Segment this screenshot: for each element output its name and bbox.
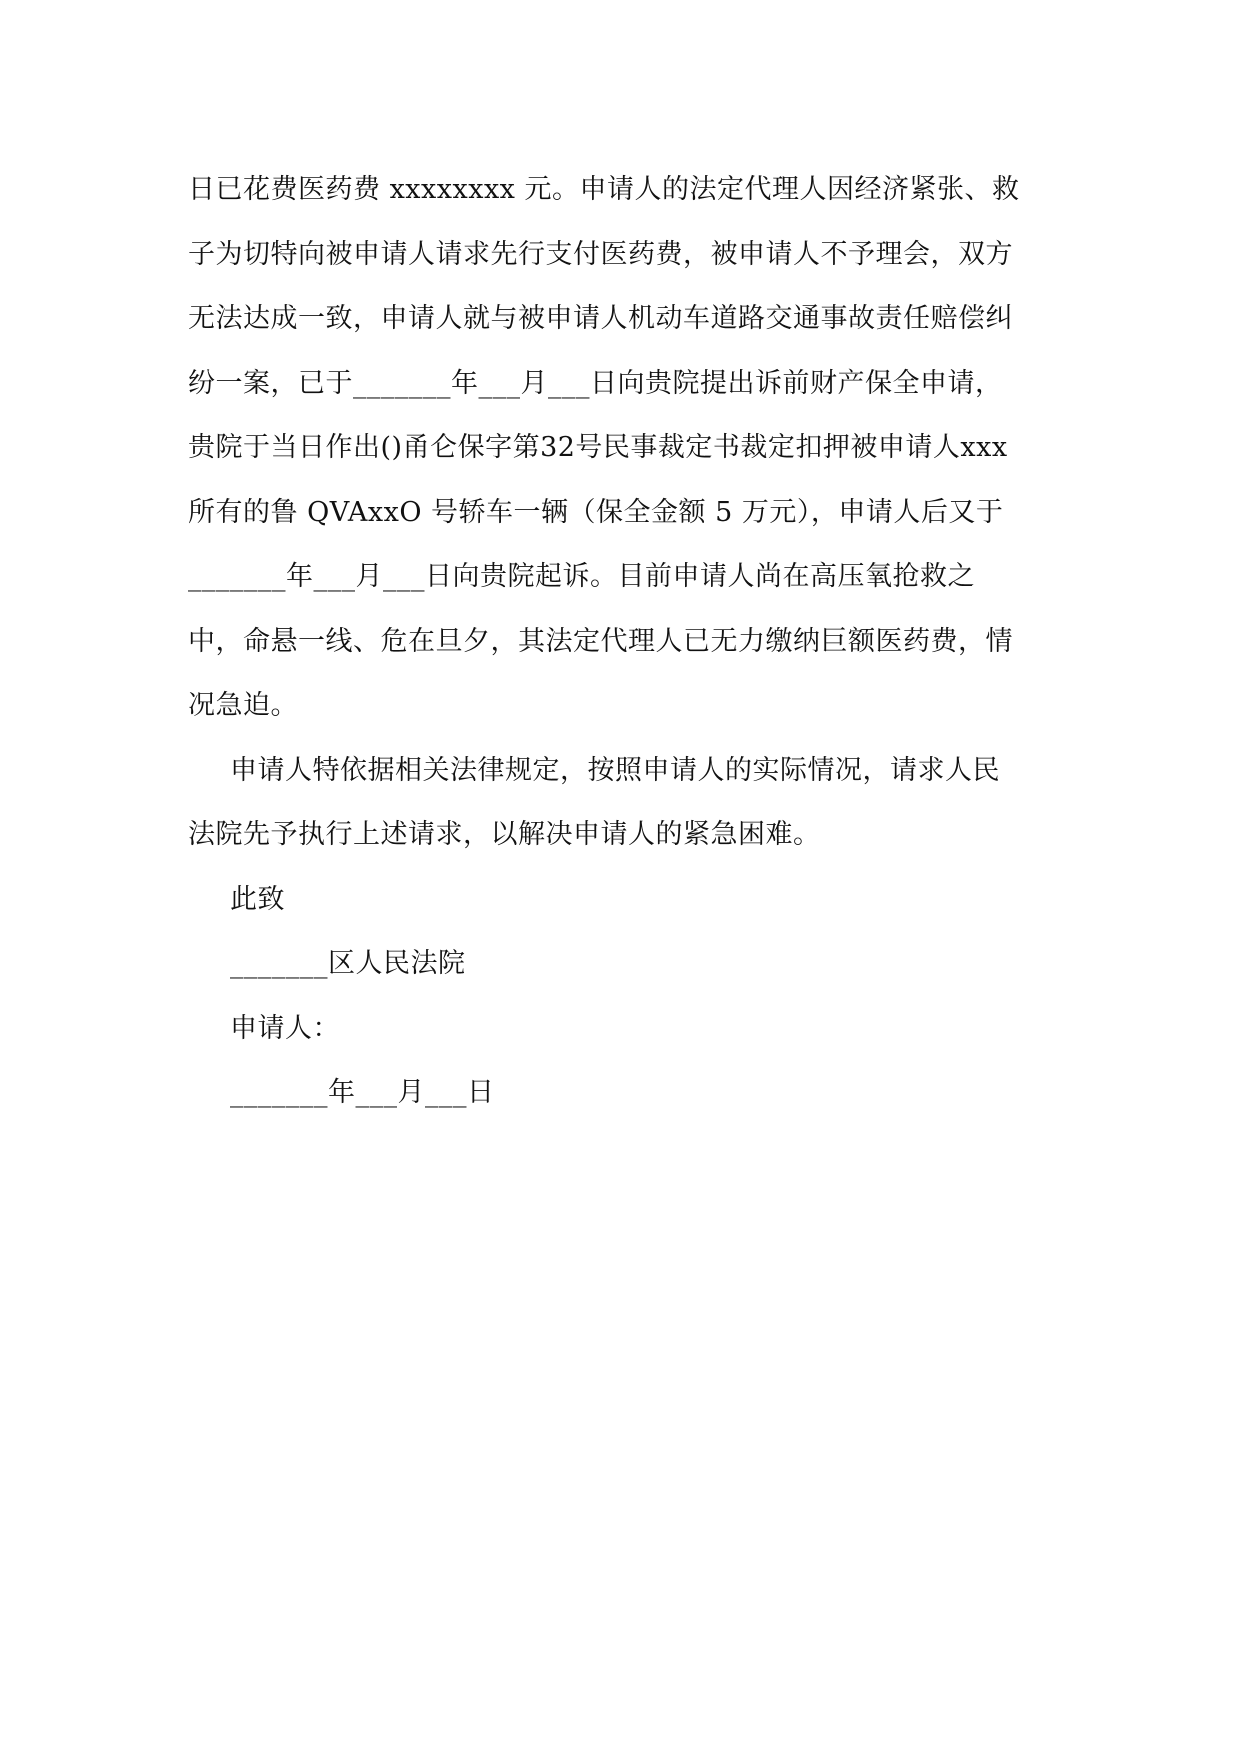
paragraph-line: 所有的鲁 QVAxxO 号轿车一辆（保全金额 5 万元），申请人后又于 — [188, 496, 1004, 528]
paragraph-line: 况急迫。 — [188, 690, 298, 721]
paragraph-line: 子为切特向被申请人请求先行支付医药费，被申请人不予理会，双方 — [188, 238, 1013, 270]
paragraph-line: 申请人特依据相关法律规定，按照申请人的实际情况，请求人民 — [230, 754, 1000, 786]
paragraph-line: 无法达成一致，申请人就与被申请人机动车道路交通事故责任赔偿纠 — [188, 303, 1013, 334]
document-body — [188, 158, 1058, 1126]
paragraph-line: 纷一案，已于_______年___月___日向贵院提出诉前财产保全申请， — [188, 367, 1003, 399]
applicant-label: 申请人： — [230, 1012, 340, 1044]
paragraph-line: 中，命悬一线、危在旦夕，其法定代理人已无力缴纳巨额医药费，情 — [188, 625, 1013, 657]
paragraph-line: 法院先予执行上述请求，以解决申请人的紧急困难。 — [188, 819, 821, 850]
paragraph-line: 贵院于当日作出()甬仑保字第32号民事裁定书裁定扣押被申请人xxx — [188, 432, 1008, 463]
date-line: _______年___月___日 — [230, 1077, 495, 1108]
court-name: _______区人民法院 — [230, 948, 466, 979]
salutation: 此致 — [230, 883, 285, 915]
paragraph-line: _______年___月___日向贵院起诉。目前申请人尚在高压氧抢救之 — [188, 561, 975, 592]
paragraph-line: 日已花费医药费 xxxxxxxx 元。申请人的法定代理人因经济紧张、救 — [188, 174, 1020, 205]
